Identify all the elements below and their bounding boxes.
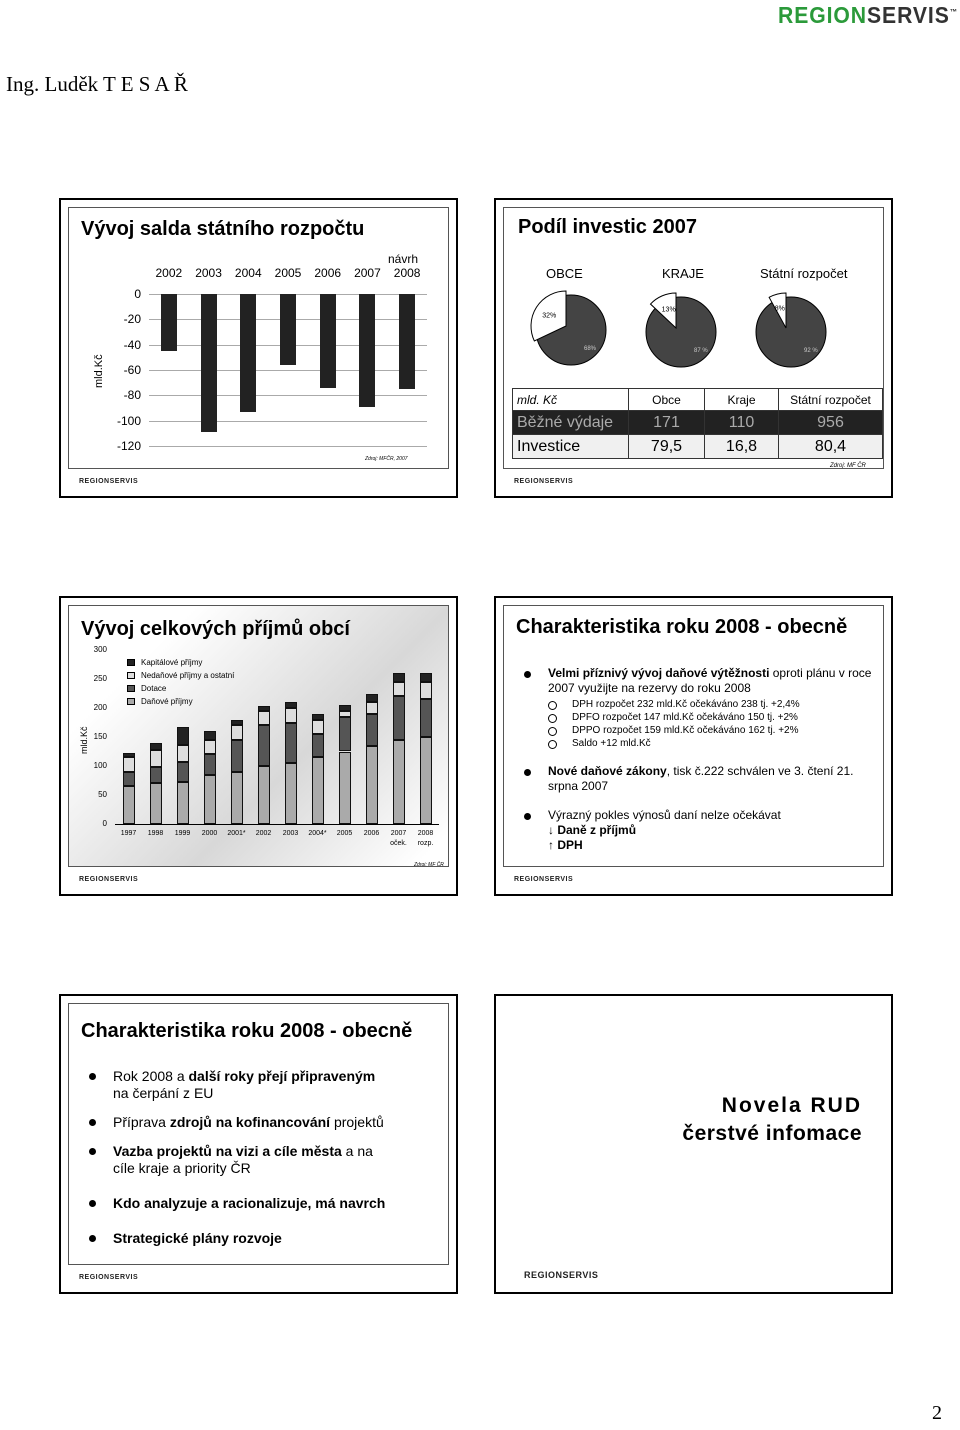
bar-segment [366, 702, 378, 714]
x-tick-label: 2007 [354, 266, 381, 280]
bullet-item: Nové daňové zákony, tisk č.222 schválen ve 3. čtení 21. srpna 2007 [514, 764, 874, 794]
x-tick-label: 1999 [174, 830, 191, 837]
bar-segment [123, 757, 135, 772]
y-tick-label: -100 [116, 413, 141, 428]
x-tick-label: 2003 [195, 266, 222, 280]
bar-segment [123, 772, 135, 787]
y-tick-label: 200 [93, 703, 107, 712]
bar-segment [312, 734, 324, 757]
author-name: Ing. Luděk T E S A Ř [6, 72, 188, 96]
bar-segment [420, 682, 432, 699]
legend-item: Kapitálové příjmy [127, 656, 234, 669]
source-note: Zdroj: MFČR, 2007 [365, 456, 408, 462]
saldo-chart [69, 208, 449, 469]
y-tick-label: -80 [123, 388, 141, 403]
x-tick-label: 2004 [234, 266, 262, 280]
x-tick-label: 2002 [155, 266, 183, 280]
slide-brand: REGIONSERVIS [514, 876, 574, 883]
x-tick-label: 2005 [336, 830, 353, 837]
table-row: Investice 79,5 16,8 80,4 [513, 435, 883, 459]
bar-segment [177, 745, 189, 762]
bar [399, 294, 415, 389]
x-tick-label: 2000 [201, 830, 218, 837]
bar-segment [204, 731, 216, 740]
y-tick-label: 0 [102, 819, 107, 828]
slide-brand: REGIONSERVIS [514, 478, 574, 485]
up-arrow-icon: ↑ [548, 838, 554, 852]
bar [320, 294, 336, 388]
y-tick-label: 250 [93, 674, 107, 683]
table-header: Státní rozpočet [779, 389, 883, 411]
bar-segment [204, 754, 216, 774]
pie-label-obce: OBCE [546, 266, 583, 281]
slide-brand: REGIONSERVIS [79, 876, 139, 883]
y-axis-label: mld.Kč [79, 726, 89, 754]
slide-brand: REGIONSERVIS [79, 478, 139, 485]
x-tick-label: 1998 [147, 830, 164, 837]
bar-segment [366, 714, 378, 746]
bar-segment [177, 762, 189, 782]
y-tick-label: 50 [98, 790, 107, 799]
bar-segment [339, 711, 351, 717]
x-tick-label: 2004* [308, 830, 327, 837]
slide-investice [494, 198, 893, 498]
sub-item: DPH rozpočet 232 mld.Kč očekáváno 238 tj. +2,4% [548, 698, 874, 711]
sub-item: Saldo +12 mld.Kč [548, 737, 874, 750]
bar-segment [123, 753, 135, 758]
bullet-item: Rok 2008 a další roky přejí připraveným na čerpání z EU [79, 1068, 439, 1102]
pie-slice-big [756, 297, 826, 367]
slide-saldo [59, 198, 458, 498]
regionservis-logo: REGIONSERVIS™ [778, 2, 959, 28]
slide-title: Charakteristika roku 2008 - obecně [81, 1020, 413, 1042]
bar-segment [150, 750, 162, 767]
bar-segment [150, 743, 162, 750]
bar-segment [285, 702, 297, 708]
x-tick-sublabel: oček. [390, 840, 407, 847]
bar [201, 294, 217, 432]
slide-brand: REGIONSERVIS [524, 1270, 599, 1280]
legend-item: Daňové příjmy [127, 695, 234, 708]
gridline [149, 370, 427, 371]
x-axis [115, 824, 439, 825]
bar-segment [258, 766, 270, 824]
pie-label-kraje: KRAJE [662, 266, 704, 281]
bar-segment [393, 682, 405, 697]
bar [280, 294, 296, 365]
pie-label-big: 92 % [804, 348, 818, 354]
source-note: Zdroj: MF ČR [414, 862, 444, 867]
legend-item: Nedaňové příjmy a ostatní [127, 669, 234, 682]
slide-title: Podíl investic 2007 [518, 216, 697, 238]
bar-segment [258, 706, 270, 711]
y-tick-label: -120 [116, 439, 141, 453]
tax-up: ↑ DPH [548, 838, 583, 852]
x-tick-label: 2001* [227, 830, 246, 837]
pie-label-big: 87 % [694, 348, 708, 354]
sub-item: DPPO rozpočet 159 mld.Kč očekáváno 162 tj. +2% [548, 724, 874, 737]
bar [240, 294, 256, 412]
x-tick-label: 2007 [390, 830, 407, 837]
slide-title: Vývoj salda státního rozpočtu [81, 218, 365, 240]
x-tick-label: 2006 [363, 830, 380, 837]
x-tick-label: 2008 [417, 830, 434, 837]
source-note: Zdroj: MF ČR [830, 463, 866, 469]
bar-segment [312, 714, 324, 720]
bar-segment [231, 740, 243, 772]
slide-prijmy [59, 596, 458, 896]
bar-segment [366, 746, 378, 824]
sub-item: DPFO rozpočet 147 mld.Kč očekáváno 150 tj. +2% [548, 711, 874, 724]
slide-charakteristika-2 [59, 994, 458, 1294]
gridline [149, 395, 427, 396]
table-header: Obce [629, 389, 705, 411]
bar-segment [231, 725, 243, 740]
bar-segment [285, 708, 297, 723]
y-tick-label: 150 [93, 732, 107, 741]
x-tick-label: 2005 [274, 266, 302, 280]
x-tick-label: 2008 [393, 266, 421, 280]
bar-segment [258, 725, 270, 766]
bar-segment [312, 757, 324, 824]
x-tick-label: 2006 [314, 266, 342, 280]
bullet-item: Velmi příznivý vývoj daňové výtěžnosti oproti plánu v roce 2007 využijte na rezervy do roku 2008 [514, 666, 874, 696]
page-number: 2 [932, 1402, 942, 1424]
bar-segment [366, 694, 378, 703]
slide-title: Charakteristika roku 2008 - obecně [516, 616, 848, 638]
bar-segment [258, 711, 270, 726]
bar-segment [204, 740, 216, 755]
y-tick-label: 0 [134, 287, 141, 301]
bar-segment [420, 737, 432, 824]
tax-down: ↓ Daně z příjmů [548, 823, 637, 837]
bar-segment [150, 783, 162, 824]
gridline [149, 446, 427, 447]
slide-title: Vývoj celkových příjmů obcí [81, 618, 350, 640]
bar-segment [393, 673, 405, 682]
bar-segment [393, 740, 405, 824]
budget-table [512, 388, 883, 459]
legend-item: Dotace [127, 682, 234, 695]
income-chart [69, 606, 449, 867]
bar-segment [339, 717, 351, 752]
pie-label-big: 68% [584, 346, 597, 352]
bullet-list [514, 666, 874, 853]
slide-brand: REGIONSERVIS [79, 1274, 139, 1281]
pie-label-small: 32% [542, 312, 557, 320]
y-tick-label: 300 [93, 645, 107, 654]
slide-novela-rud [494, 994, 893, 1294]
bullet-item: Vazba projektů na vizi a cíle města a na cíle kraje a priority ČR [79, 1143, 439, 1177]
pie-label-stat: Státní rozpočet [760, 266, 848, 281]
bullet-item: Příprava zdrojů na kofinancování projektů [79, 1114, 439, 1131]
y-axis-label: mld.Kč [93, 354, 105, 388]
y-tick-label: -20 [123, 312, 141, 327]
slide-charakteristika-1 [494, 596, 893, 896]
x-tick-label: 2003 [282, 830, 299, 837]
bar-segment [177, 782, 189, 824]
bullet-item: Kdo analyzuje a racionalizuje, má navrch [79, 1195, 439, 1212]
bar-segment [393, 696, 405, 740]
bar-segment [285, 723, 297, 764]
x-tick-label: 1997 [120, 830, 137, 837]
bar-segment [312, 720, 324, 735]
bar [359, 294, 375, 407]
table-row: Běžné výdaje 171 110 956 [513, 411, 883, 435]
bullet-item: Strategické plány rozvoje [79, 1230, 439, 1247]
pie-label-small: 8% [774, 305, 785, 313]
bar-segment [420, 699, 432, 737]
bar-segment [231, 720, 243, 726]
y-tick-label: 100 [93, 761, 107, 770]
x-tick-sublabel: rozp. [417, 840, 434, 847]
bar-segment [123, 786, 135, 824]
pie-charts [504, 286, 884, 381]
bar-segment [231, 772, 243, 824]
bullet-item: Výrazný pokles výnosů daní nelze očekávat [514, 808, 874, 823]
pie-label-small: 13% [661, 306, 676, 314]
chart-legend [127, 656, 234, 708]
bar-segment [420, 673, 432, 682]
y-tick-label: -40 [123, 337, 141, 352]
proposal-label: návrh [388, 252, 419, 266]
bar-segment [285, 763, 297, 824]
gridline [149, 421, 427, 422]
bar-segment [204, 775, 216, 824]
novela-heading: Novela RUD čerstvé infomace [682, 1094, 862, 1145]
table-header: Kraje [705, 389, 779, 411]
bullet-list [79, 1068, 439, 1247]
bar-segment [150, 767, 162, 783]
bar [161, 294, 177, 351]
bar-segment [339, 752, 351, 825]
x-tick-label: 2002 [255, 830, 272, 837]
table-header: mld. Kč [513, 389, 629, 411]
down-arrow-icon: ↓ [548, 823, 554, 837]
bar-segment [177, 727, 189, 744]
bar-segment [339, 705, 351, 711]
y-tick-label: -60 [123, 363, 141, 377]
